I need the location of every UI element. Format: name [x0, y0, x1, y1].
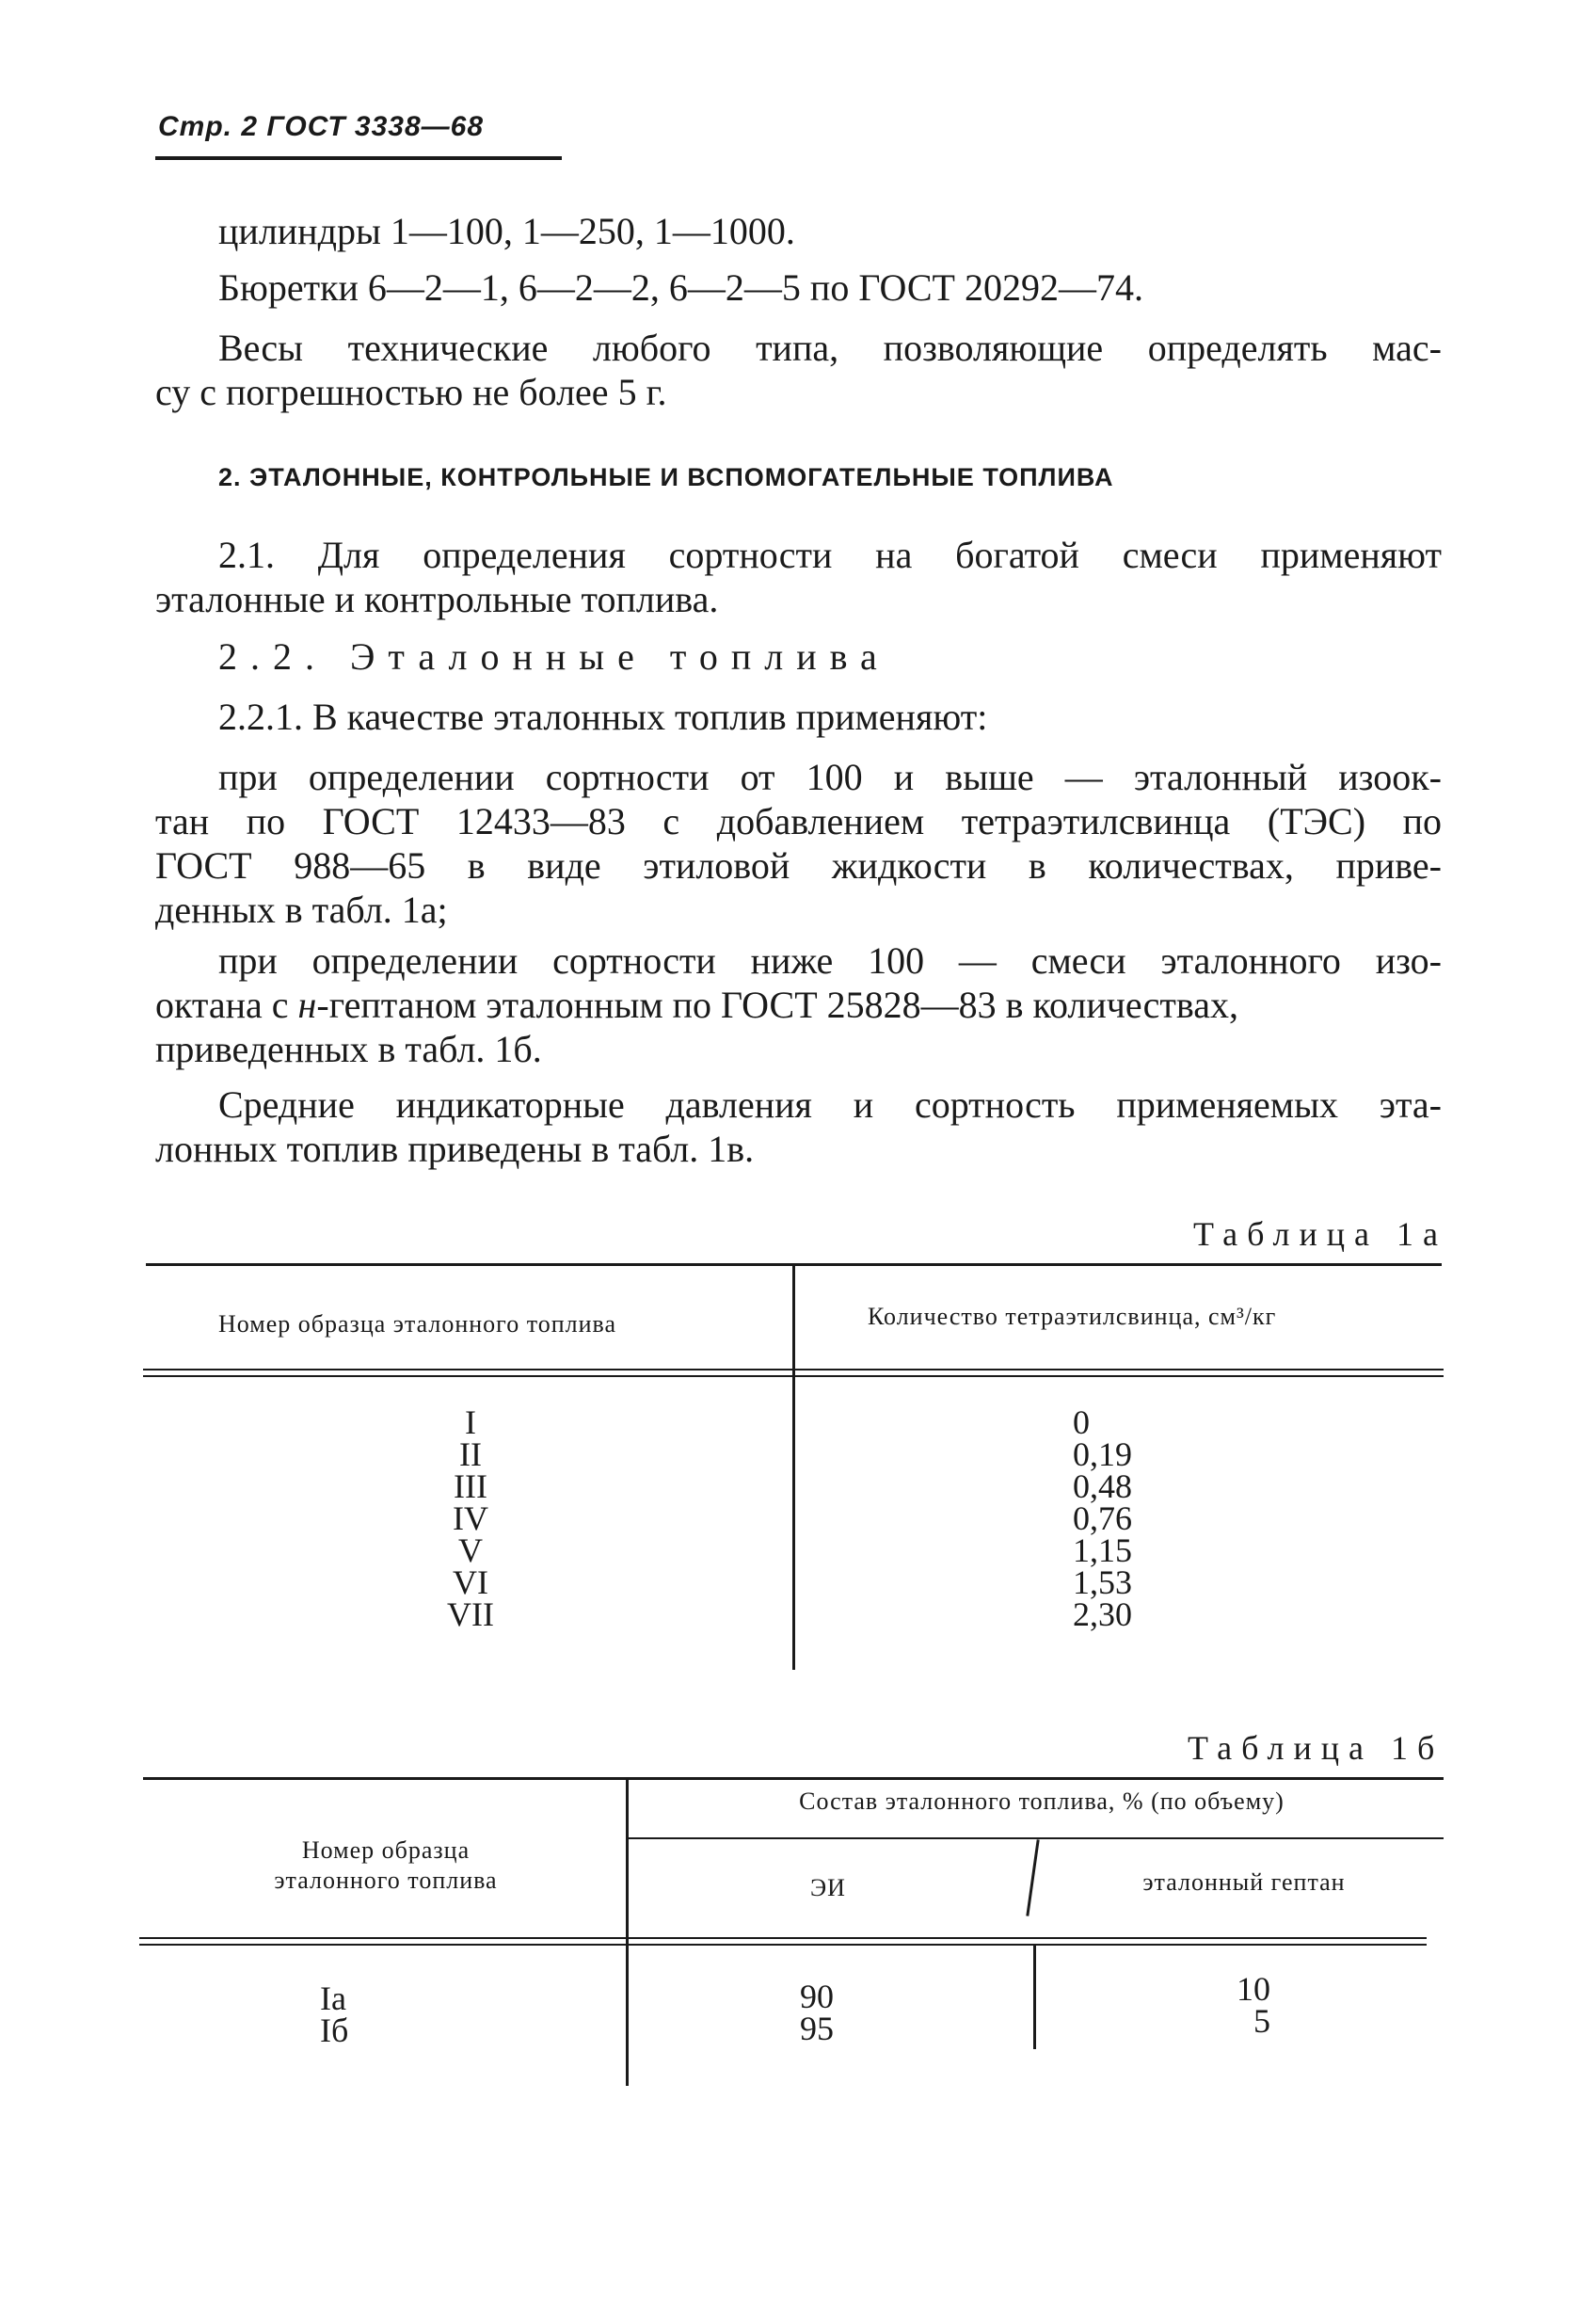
- paragraph-burettes: Бюретки 6—2—1, 6—2—2, 6—2—5 по ГОСТ 20292—74.: [218, 266, 1143, 309]
- paragraph-scales-line2: су с погрешностью не более 5 г.: [155, 371, 667, 413]
- table-1b-sample: Iа: [320, 1979, 346, 2017]
- item-c-line2: лонных топлив приведены в табл. 1в.: [155, 1128, 755, 1170]
- item-c-line1: Средние индикаторные давления и сортность применяемых эта-: [218, 1083, 1442, 1126]
- paragraph-cylinders: цилиндры 1—100, 1—250, 1—1000.: [218, 210, 795, 252]
- table-1b-header-heptane: эталонный гептан: [1142, 1868, 1346, 1896]
- table-1a-tel: 2,30: [1073, 1595, 1132, 1633]
- table-1b-header-ei: ЭИ: [810, 1874, 846, 1901]
- clause-2-2: 2.2. Эталонные топлива: [218, 635, 890, 678]
- table-1b-subheader-divider: [1026, 1839, 1039, 1916]
- item-b-line2-pre: октана с: [155, 984, 298, 1026]
- table-1a-sample: VII: [447, 1595, 494, 1633]
- table-1a-sample: I: [465, 1403, 476, 1441]
- table-1a-sample: III: [454, 1467, 487, 1505]
- table-1b-header-rule-1: [139, 1937, 1427, 1939]
- table-1a-tel: 1,15: [1073, 1531, 1132, 1569]
- section-title: 2. ЭТАЛОННЫЕ, КОНТРОЛЬНЫЕ И ВСПОМОГАТЕЛЬНЫЕ ТОПЛИВА: [218, 463, 1114, 491]
- table-1a-header-sample: Номер образца эталонного топлива: [218, 1310, 616, 1338]
- table-1a-column-divider: [792, 1263, 795, 1670]
- table-1b-header-sample-line1: Номер образца: [301, 1836, 471, 1864]
- table-1a-header-tel: Количество тетраэтилсвинца, см³/кг: [868, 1303, 1277, 1330]
- table-1a-sample: VI: [453, 1563, 488, 1601]
- table-1b-header-sample: [165, 1835, 607, 1896]
- table-1a-tel-column: [1073, 1403, 1186, 1633]
- item-b-line3: приведенных в табл. 1б.: [155, 1028, 542, 1070]
- clause-2-2-1: 2.2.1. В качестве эталонных топлив применяют:: [218, 696, 988, 738]
- table-1b-caption: Таблица 1б: [1188, 1729, 1444, 1767]
- table-1a-caption: Таблица 1а: [1193, 1215, 1447, 1253]
- table-1a-tel: 0,19: [1073, 1435, 1132, 1473]
- table-1b-ei-column: [800, 1978, 856, 2047]
- table-1b-column-divider-1: [626, 1777, 629, 2086]
- table-1a-tel: 0,76: [1073, 1499, 1132, 1537]
- header-rule: [155, 156, 562, 160]
- table-1b-sample: Iб: [320, 2011, 349, 2049]
- table-1b-heptane: 10: [1237, 1970, 1270, 2008]
- table-1a-sample-column: [376, 1403, 565, 1633]
- table-1b-sample-column: [320, 1979, 395, 2049]
- paragraph-scales-line1: Весы технические любого типа, позволяющие определять мас-: [218, 327, 1442, 369]
- table-1a-tel: 0: [1073, 1403, 1090, 1441]
- table-1a-header-rule-2: [143, 1375, 1444, 1377]
- clause-2-1-line1: 2.1. Для определения сортности на богатой смеси применяют: [218, 534, 1442, 576]
- table-1b-header-rule-2: [139, 1944, 1427, 1946]
- item-a-line3: ГОСТ 988—65 в виде этиловой жидкости в количествах, приве-: [155, 844, 1442, 887]
- table-1b-heptane: 5: [1253, 2002, 1270, 2040]
- table-1b-header-sample-line2: эталонного топлива: [274, 1867, 498, 1894]
- table-1a-tel: 1,53: [1073, 1563, 1132, 1601]
- table-1a-sample: II: [459, 1435, 482, 1473]
- item-a-line1: при определении сортности от 100 и выше — эталонный изоок-: [218, 756, 1442, 798]
- table-1a-header-rule-1: [143, 1369, 1444, 1370]
- table-1b-heptane-column: [1214, 1970, 1270, 2040]
- table-1a-sample: V: [458, 1531, 483, 1569]
- item-b-line2-italic: н: [297, 984, 317, 1026]
- table-1b-column-divider-2: [1033, 1946, 1036, 2049]
- item-b-line1: при определении сортности ниже 100 — смеси эталонного изо-: [218, 939, 1442, 982]
- item-a-line4: денных в табл. 1а;: [155, 889, 448, 931]
- clause-2-1-line2: эталонные и контрольные топлива.: [155, 578, 719, 620]
- page-header: Стр. 2 ГОСТ 3338—68: [158, 111, 484, 142]
- item-b-line2: [155, 983, 1442, 1028]
- table-1b-top-rule: [143, 1777, 1444, 1780]
- table-1a-sample: IV: [453, 1499, 488, 1537]
- item-a-line2: тан по ГОСТ 12433—83 с добавлением тетраэтилсвинца (ТЭС) по: [155, 800, 1442, 842]
- table-1b-ei: 90: [800, 1978, 834, 2015]
- item-b-line2-post: -гептаном эталонным по ГОСТ 25828—83 в количествах,: [316, 984, 1238, 1026]
- table-1b-ei: 95: [800, 2010, 834, 2047]
- table-1a-tel: 0,48: [1073, 1467, 1132, 1505]
- table-1b-group-header: Состав эталонного топлива, % (по объему): [799, 1787, 1285, 1815]
